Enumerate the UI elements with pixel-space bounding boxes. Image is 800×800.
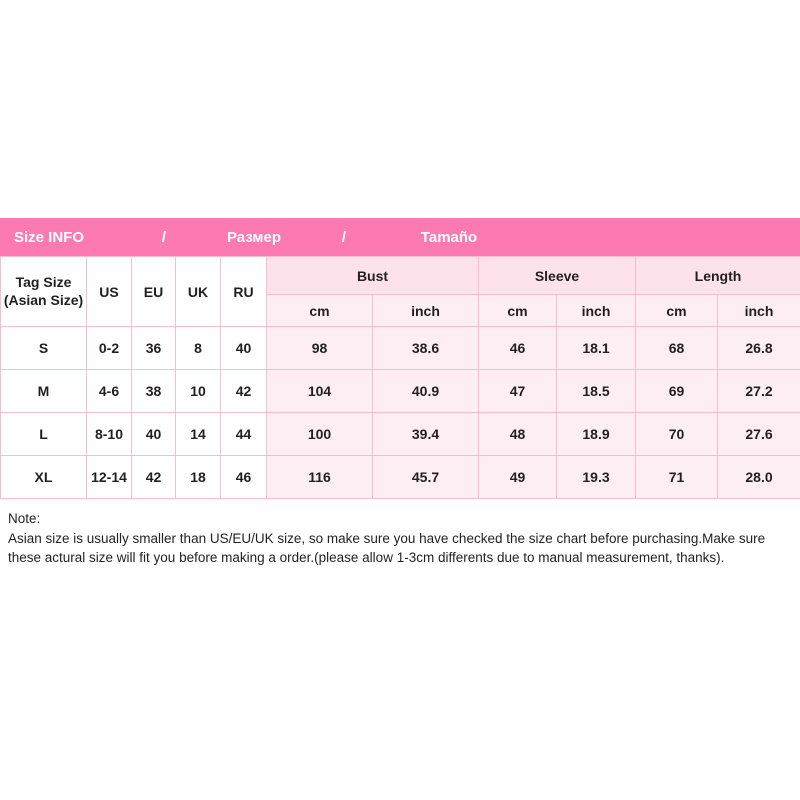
- header-eu: EU: [132, 257, 176, 327]
- header-bust-inch: inch: [373, 295, 479, 327]
- note-block: [0, 499, 800, 572]
- header-us: US: [87, 257, 132, 327]
- cell-ru: 40: [221, 327, 267, 370]
- cell-eu: 36: [132, 327, 176, 370]
- cell-length-cm: 68: [636, 327, 718, 370]
- header-tag-size: [1, 257, 87, 327]
- cell-tag-size: S: [1, 327, 87, 370]
- header-sleeve-inch: inch: [557, 295, 636, 327]
- title-en: Size INFO: [14, 228, 85, 246]
- cell-tag-size: XL: [1, 456, 87, 499]
- cell-sleeve-inch: 19.3: [557, 456, 636, 499]
- cell-sleeve-cm: 47: [479, 370, 557, 413]
- cell-length-inch: 26.8: [718, 327, 800, 370]
- cell-tag-size: L: [1, 413, 87, 456]
- cell-sleeve-inch: 18.9: [557, 413, 636, 456]
- cell-sleeve-inch: 18.5: [557, 370, 636, 413]
- cell-bust-inch: 39.4: [373, 413, 479, 456]
- table-row: [1, 456, 800, 499]
- cell-ru: 46: [221, 456, 267, 499]
- cell-bust-cm: 98: [267, 327, 373, 370]
- cell-eu: 42: [132, 456, 176, 499]
- cell-us: 12-14: [87, 456, 132, 499]
- header-bust-cm: cm: [267, 295, 373, 327]
- header-length-inch: inch: [718, 295, 800, 327]
- table-header-group-row: [1, 257, 800, 295]
- title-separator-2: /: [341, 228, 347, 246]
- tag-size-line2: (Asian Size): [3, 291, 84, 308]
- cell-uk: 8: [176, 327, 221, 370]
- cell-us: 8-10: [87, 413, 132, 456]
- cell-bust-cm: 100: [267, 413, 373, 456]
- cell-length-cm: 69: [636, 370, 718, 413]
- cell-eu: 40: [132, 413, 176, 456]
- title-es: Tamaño: [420, 228, 478, 246]
- cell-length-inch: 27.2: [718, 370, 800, 413]
- cell-ru: 42: [221, 370, 267, 413]
- header-sleeve-cm: cm: [479, 295, 557, 327]
- title-ru: Размер: [226, 228, 282, 246]
- table-row: [1, 370, 800, 413]
- cell-length-inch: 28.0: [718, 456, 800, 499]
- cell-tag-size: M: [1, 370, 87, 413]
- cell-bust-cm: 116: [267, 456, 373, 499]
- cell-bust-inch: 38.6: [373, 327, 479, 370]
- cell-ru: 44: [221, 413, 267, 456]
- note-label: Note:: [8, 511, 41, 526]
- cell-uk: 14: [176, 413, 221, 456]
- title-separator-1: /: [161, 228, 167, 246]
- header-ru: RU: [221, 257, 267, 327]
- cell-length-cm: 71: [636, 456, 718, 499]
- cell-bust-inch: 45.7: [373, 456, 479, 499]
- header-length-cm: cm: [636, 295, 718, 327]
- header-sleeve: Sleeve: [479, 257, 636, 295]
- cell-length-cm: 70: [636, 413, 718, 456]
- cell-bust-inch: 40.9: [373, 370, 479, 413]
- size-chart-block: [0, 218, 800, 572]
- size-info-title-bar: [0, 218, 800, 256]
- cell-us: 0-2: [87, 327, 132, 370]
- size-chart-table: [0, 256, 800, 499]
- header-uk: UK: [176, 257, 221, 327]
- cell-sleeve-cm: 49: [479, 456, 557, 499]
- table-row: [1, 413, 800, 456]
- cell-sleeve-inch: 18.1: [557, 327, 636, 370]
- note-text: Asian size is usually smaller than US/EU/UK size, so make sure you have checked the size chart before purchasing.Make sure these actural size will fit you before making a order.(please allow 1-3cm differents due to manual measurement, thanks).: [8, 530, 766, 566]
- cell-uk: 18: [176, 456, 221, 499]
- cell-us: 4-6: [87, 370, 132, 413]
- cell-eu: 38: [132, 370, 176, 413]
- cell-bust-cm: 104: [267, 370, 373, 413]
- header-bust: Bust: [267, 257, 479, 295]
- header-length: Length: [636, 257, 800, 295]
- cell-sleeve-cm: 48: [479, 413, 557, 456]
- cell-length-inch: 27.6: [718, 413, 800, 456]
- cell-uk: 10: [176, 370, 221, 413]
- cell-sleeve-cm: 46: [479, 327, 557, 370]
- tag-size-line1: Tag Size: [15, 274, 72, 290]
- table-row: [1, 327, 800, 370]
